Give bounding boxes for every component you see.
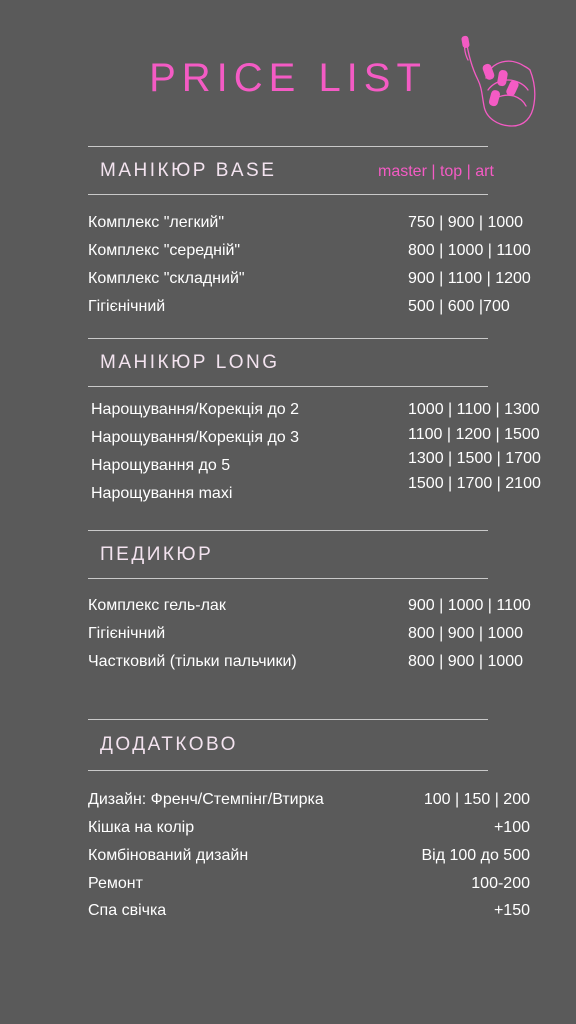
service-price: Від 100 до 500 — [421, 847, 530, 864]
service-name: Гігієнічний — [88, 298, 166, 315]
list-item — [88, 819, 530, 843]
service-price: +100 — [493, 819, 530, 836]
service-name: Комплекс "легкий" — [88, 214, 225, 231]
service-name: Нарощування/Корекція до 3 — [91, 429, 300, 446]
section-title-extras: ДОДАТКОВО — [100, 734, 238, 755]
section-divider — [88, 578, 488, 579]
service-name: Комплекс "складний" — [88, 270, 245, 287]
list-item — [88, 401, 540, 425]
section-divider — [88, 146, 488, 147]
service-name: Частковий (тільки пальчики) — [88, 653, 297, 670]
service-name: Комплекс "середній" — [88, 242, 241, 259]
list-item — [88, 242, 530, 266]
service-price: 1100 | 1200 | 1500 — [408, 426, 540, 443]
page-title: PRICE LIST — [149, 56, 427, 100]
service-name: Ремонт — [88, 875, 143, 892]
service-price: 1300 | 1500 | 1700 — [408, 450, 541, 467]
section-title-manicure-long: МАНІКЮР LONG — [100, 352, 280, 373]
service-name: Нарощування до 5 — [91, 457, 231, 474]
service-price: +150 — [493, 902, 530, 919]
list-item — [88, 902, 530, 926]
section-divider — [88, 386, 488, 387]
service-name: Дизайн: Френч/Стемпінг/Втирка — [88, 791, 324, 808]
list-item — [88, 625, 530, 649]
list-item — [88, 847, 530, 871]
section-divider — [88, 194, 488, 195]
service-price: 100-200 — [471, 875, 530, 892]
section-divider — [88, 530, 488, 531]
service-name: Гігієнічний — [88, 625, 166, 642]
service-name: Нарощування maxi — [91, 485, 233, 502]
service-price: 1000 | 1100 | 1300 — [408, 401, 540, 418]
list-item — [88, 475, 541, 509]
service-name: Комбінований дизайн — [88, 847, 249, 864]
section-title-manicure-base: МАНІКЮР BASE — [100, 160, 277, 181]
nails-hand-icon — [458, 34, 538, 130]
service-price: 500 | 600 |700 — [408, 298, 510, 315]
service-price: 750 | 900 | 1000 — [408, 214, 524, 231]
section-title-pedicure: ПЕДИКЮР — [100, 544, 214, 565]
service-name: Комплекс гель-лак — [88, 597, 226, 614]
list-item — [88, 791, 530, 815]
service-name: Спа свічка — [88, 902, 167, 919]
list-item — [88, 597, 530, 621]
section-divider — [88, 719, 488, 720]
service-price: 900 | 1100 | 1200 — [408, 270, 531, 287]
service-price: 800 | 900 | 1000 — [408, 625, 524, 642]
service-price: 800 | 900 | 1000 — [408, 653, 524, 670]
service-price: 800 | 1000 | 1100 — [408, 242, 531, 259]
service-price: 900 | 1000 | 1100 — [408, 597, 531, 614]
service-name: Кішка на колір — [88, 819, 195, 836]
service-price: 1500 | 1700 | 2100 — [408, 475, 541, 492]
service-price: 100 | 150 | 200 — [423, 791, 530, 808]
list-item — [88, 270, 530, 294]
list-item — [88, 214, 530, 238]
section-divider — [88, 338, 488, 339]
column-header: master | top | art — [378, 163, 494, 180]
list-item — [88, 875, 530, 899]
service-name: Нарощування/Корекція до 2 — [91, 401, 300, 418]
list-item — [88, 298, 530, 322]
list-item — [88, 653, 530, 677]
section-divider — [88, 770, 488, 771]
